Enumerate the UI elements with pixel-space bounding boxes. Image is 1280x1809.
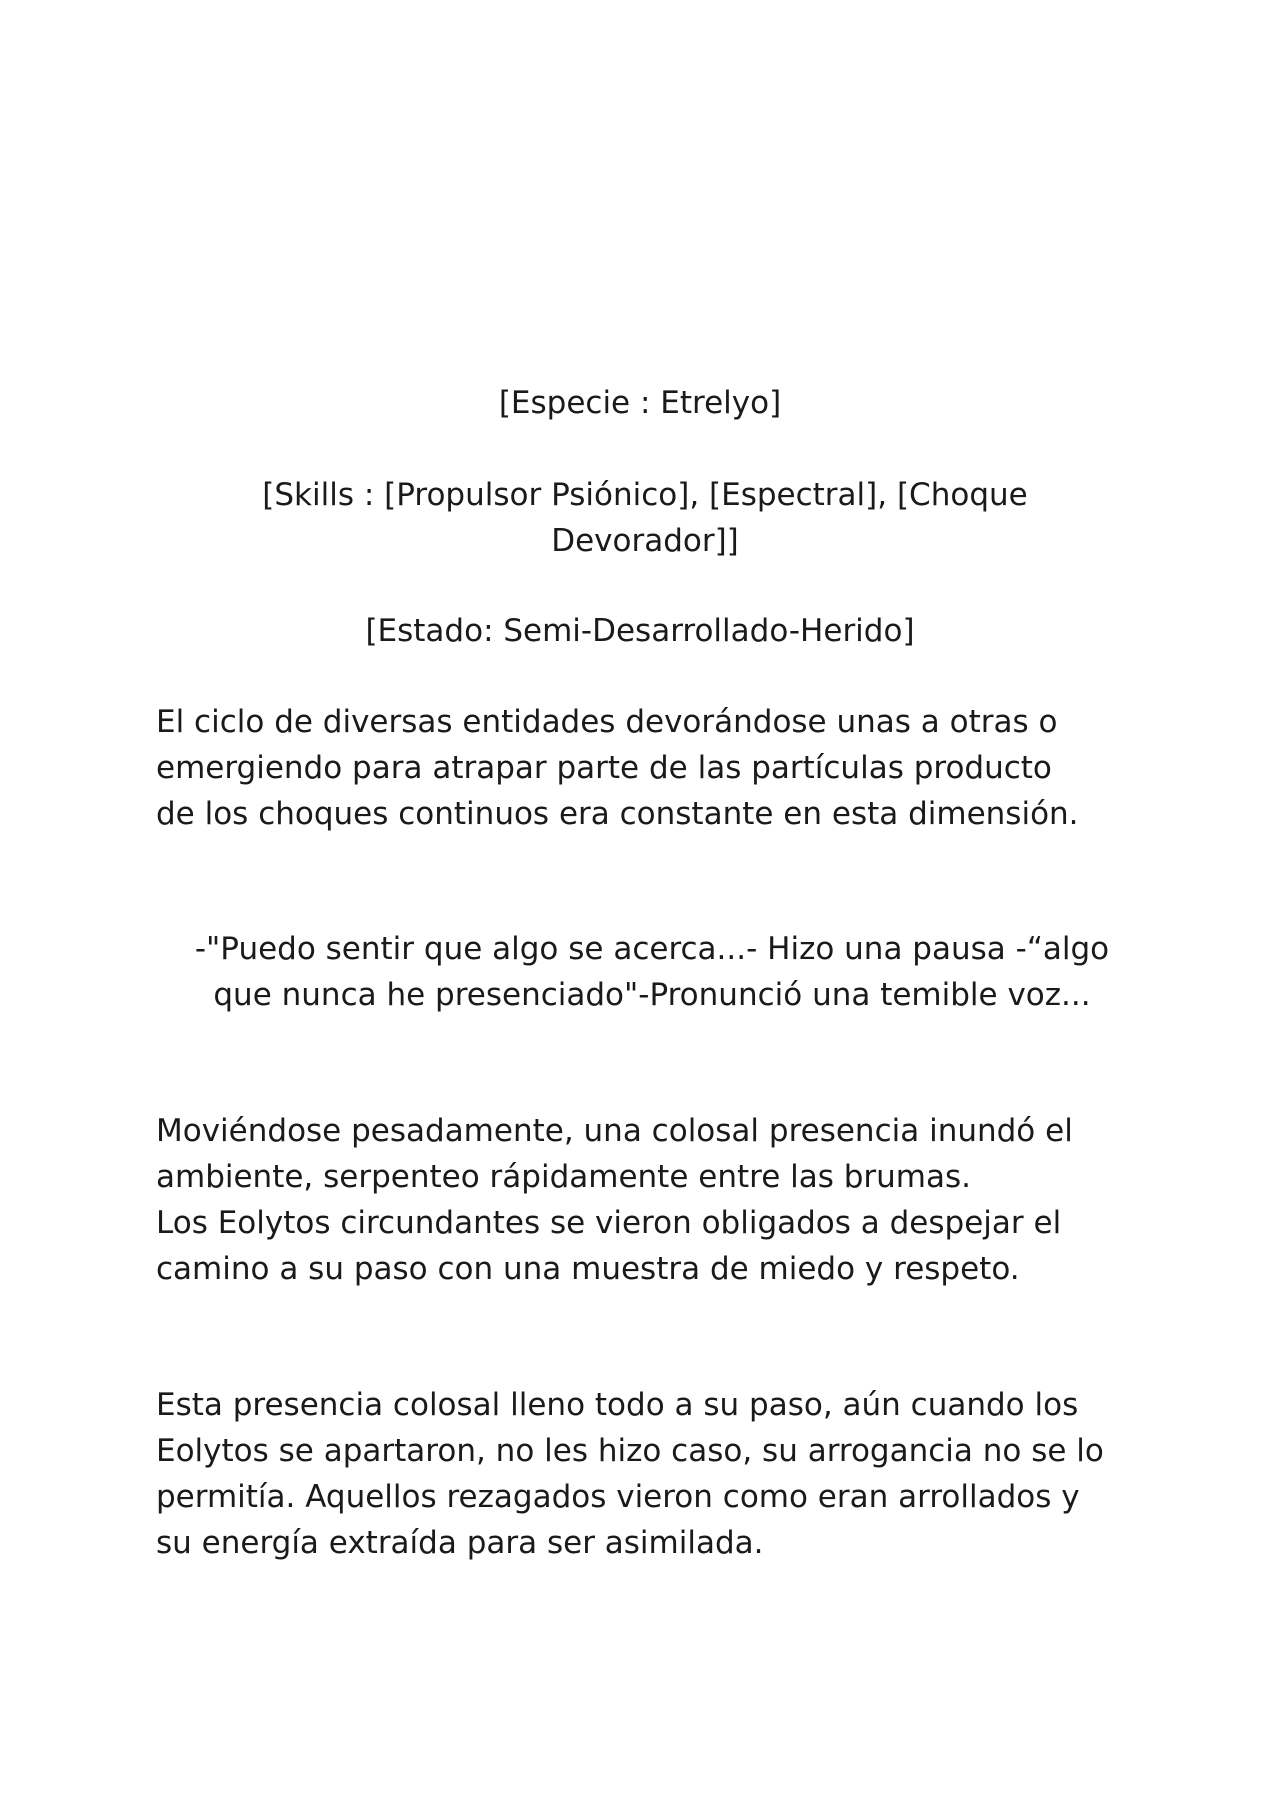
- dialogue-quote: -"Puedo sentir que algo se acerca...- Hizo una pausa -“algo que nunca he presenciado"-Pronunció una temible voz...: [194, 931, 1110, 1013]
- species-label: [Especie : Etrelyo]: [498, 385, 782, 421]
- skills-label: [Skills : [Propulsor Psiónico], [Espectral], [Choque Devorador]]: [262, 477, 1028, 559]
- paragraph-3: Esta presencia colosal lleno todo a su paso, aún cuando los Eolytos se apartaron, no les hizo caso, su arrogancia no se lo permitía. Aquellos rezagados vieron como eran arrollados y su energía extraída para ser asimilada.: [156, 1387, 1104, 1561]
- paragraph-2: Moviéndose pesadamente, una colosal presencia inundó el ambiente, serpenteo rápidamente entre las brumas. Los Eolytos circundantes se vieron obligados a despejar el camino a su paso con una muestra de miedo y respeto.: [156, 1113, 1073, 1287]
- status-label: [Estado: Semi-Desarrollado-Herido]: [365, 613, 915, 649]
- paragraph-1: El ciclo de diversas entidades devorándose unas a otras o emergiendo para atrapar parte de las partículas producto de los choques continuos era constante en esta dimensión.: [156, 704, 1079, 832]
